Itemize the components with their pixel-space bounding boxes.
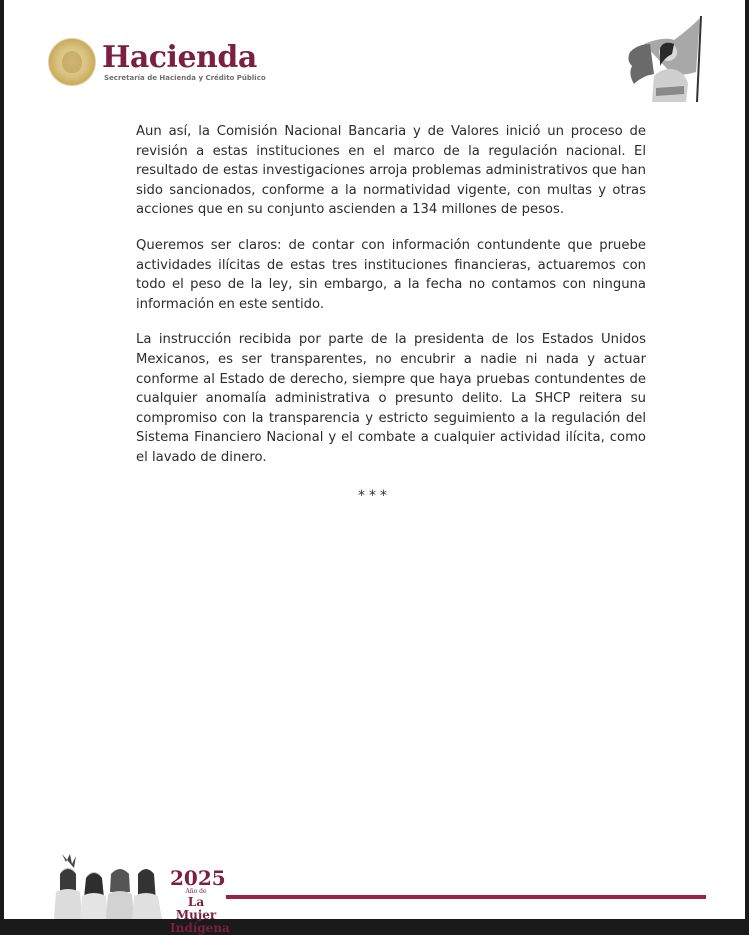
footer-year: 2025 [170,866,226,890]
document-page [4,0,745,935]
footer-line1: La Mujer [175,895,217,922]
paragraph: Queremos ser claros: de contar con información contundente que pruebe actividades ilícitas de estas tres instituciones financieras, actuaremos con todo el peso de la ley, sin embargo, a la fecha no contamos con ninguna información en este sentido. [136,237,646,312]
brand-subtitle: Secretaría de Hacienda y Crédito Público [104,73,266,82]
indigenous-women-illustration [48,852,168,919]
year-of-indigenous-woman-badge [170,866,230,935]
paragraph: La instrucción recibida por parte de la presidenta de los Estados Unidos Mexicanos, es ser transparentes, no encubrir a nadie ni nada y actuar conforme al Estado de derecho, siempre que haya pruebas contundentes de cualquier anomalía administrativa o presunto delito. La SHCP reitera su compromiso con la transparencia y estricto seguimiento a la regulación del Sistema Financiero Nacional y el combate a cualquier actividad ilícita, como el lavado de dinero. [136,332,646,465]
hacienda-logo [48,38,266,86]
footer-divider [226,895,706,899]
paragraph: Aun así, la Comisión Nacional Bancaria y de Valores inició un proceso de revisión a estas instituciones en el marco de la regulación nacional. El resultado de estas investigaciones arroja problemas administrativos que han sido sancionados, conforme a la normatividad vigente, con multas y otras acciones que en su conjunto ascienden a 134 millones de pesos. [136,124,646,218]
national-seal-icon [48,38,96,86]
brand-name: Hacienda [102,39,257,75]
section-separator: *** [358,488,391,504]
footer-line2: Indígena [170,921,230,935]
press-release-body [136,122,646,484]
woman-with-flag-illustration [624,14,704,104]
footer-small-text: Año de [185,888,207,895]
